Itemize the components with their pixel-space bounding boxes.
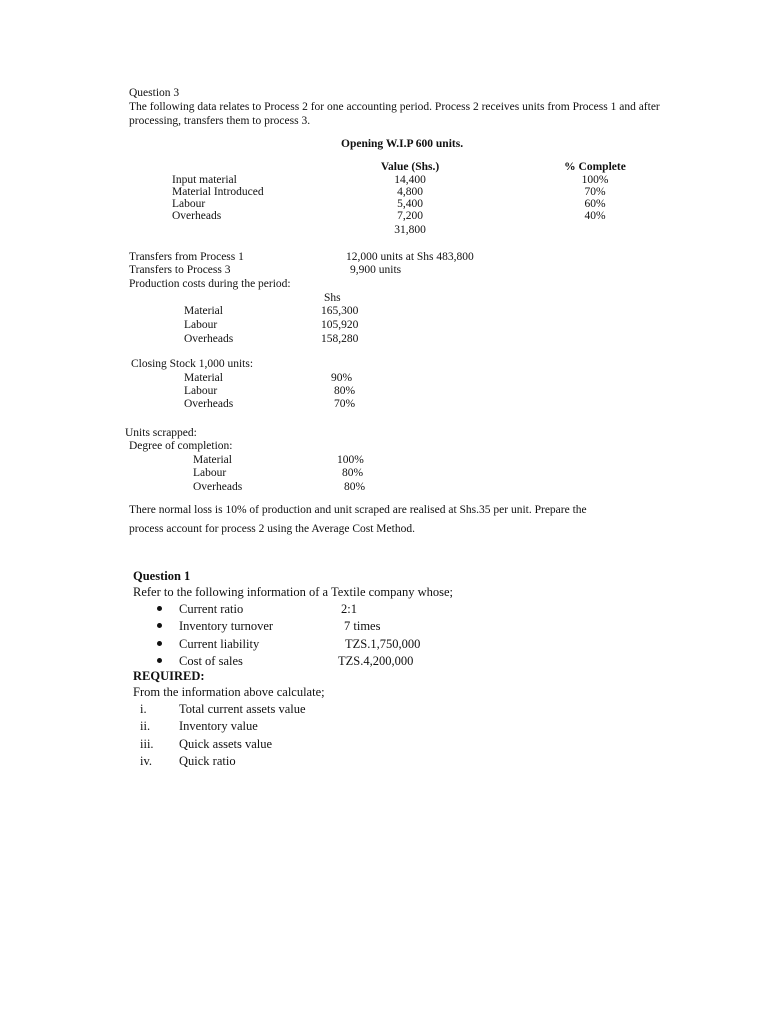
q3-intro-line-1: The following data relates to Process 2 for one accounting period. Process 2 receives units from Process 1 and after	[129, 101, 660, 113]
q1-heading: Question 1	[133, 569, 191, 583]
task-number: iii.	[140, 737, 154, 751]
opening-row-value: 5,400	[397, 198, 423, 210]
task-text: Quick ratio	[179, 754, 236, 768]
opening-wip-title: Opening W.I.P 600 units.	[341, 138, 464, 150]
production-row-label: Material	[184, 305, 223, 317]
scrapped-row-value: 80%	[344, 481, 366, 493]
complete-column-header: % Complete	[564, 161, 626, 173]
production-row-label: Labour	[184, 319, 218, 331]
q3-heading: Question 3	[129, 87, 180, 99]
q1-item-label: Current liability	[179, 637, 260, 651]
opening-row-label: Input material	[172, 174, 237, 186]
opening-row-pct: 40%	[584, 210, 606, 222]
production-costs-label: Production costs during the period:	[129, 278, 291, 290]
production-row-value: 158,280	[321, 333, 359, 345]
bullet-icon	[157, 606, 162, 611]
opening-row-value: 7,200	[397, 210, 423, 222]
q3-instruction-line-2: process account for process 2 using the Average Cost Method.	[129, 523, 415, 535]
scrapped-row-value: 80%	[342, 467, 364, 479]
opening-total: 31,800	[394, 224, 426, 236]
q3-intro-line-2: processing, transfers them to process 3.	[129, 115, 311, 127]
value-column-header: Value (Shs.)	[380, 161, 440, 173]
task-text: Inventory value	[179, 719, 258, 733]
transfers-to-label: Transfers to Process 3	[129, 264, 231, 276]
q1-item-value: 2:1	[341, 602, 357, 616]
production-row-value: 165,300	[321, 305, 359, 317]
bullet-icon	[157, 623, 162, 628]
degree-completion-label: Degree of completion:	[129, 440, 233, 452]
q1-intro: Refer to the following information of a Textile company whose;	[133, 585, 453, 599]
q1-item-label: Inventory turnover	[179, 619, 274, 633]
q1-item-value: TZS.1,750,000	[345, 637, 421, 651]
opening-row-label: Overheads	[172, 210, 222, 222]
calc-intro: From the information above calculate;	[133, 685, 325, 699]
opening-row-pct: 60%	[584, 198, 606, 210]
task-text: Total current assets value	[179, 702, 306, 716]
opening-row-value: 4,800	[397, 186, 423, 198]
bullet-icon	[157, 641, 162, 646]
scrapped-row-label: Labour	[193, 467, 227, 479]
opening-row-pct: 70%	[584, 186, 606, 198]
task-number: ii.	[140, 719, 151, 733]
closing-row-label: Material	[184, 372, 223, 384]
closing-row-label: Overheads	[184, 398, 234, 410]
transfers-from-value: 12,000 units at Shs 483,800	[346, 251, 474, 263]
shs-header: Shs	[324, 292, 341, 304]
q1-item-label: Cost of sales	[179, 654, 243, 668]
task-text: Quick assets value	[179, 737, 273, 751]
opening-row-value: 14,400	[394, 174, 426, 186]
closing-row-value: 70%	[334, 398, 356, 410]
scrapped-row-label: Overheads	[193, 481, 243, 493]
scrapped-row-value: 100%	[337, 454, 364, 466]
production-row-value: 105,920	[321, 319, 359, 331]
units-scrapped-label: Units scrapped:	[125, 427, 197, 439]
opening-row-label: Labour	[172, 198, 206, 210]
q1-item-value: 7 times	[344, 619, 381, 633]
closing-row-value: 90%	[331, 372, 353, 384]
opening-row-pct: 100%	[581, 174, 609, 186]
q1-item-value: TZS.4,200,000	[338, 654, 414, 668]
q1-item-label: Current ratio	[179, 602, 244, 616]
scrapped-row-label: Material	[193, 454, 232, 466]
closing-row-value: 80%	[334, 385, 356, 397]
q3-instruction-line-1: There normal loss is 10% of production and unit scraped are realised at Shs.35 per unit. Prepare the	[129, 504, 587, 516]
task-number: iv.	[140, 754, 153, 768]
required-label: REQUIRED:	[133, 669, 205, 683]
production-row-label: Overheads	[184, 333, 234, 345]
closing-stock-label: Closing Stock 1,000 units:	[131, 358, 254, 370]
closing-row-label: Labour	[184, 385, 218, 397]
bullet-icon	[157, 658, 162, 663]
transfers-to-value: 9,900 units	[350, 264, 402, 276]
opening-row-label: Material Introduced	[172, 186, 264, 198]
task-number: i.	[140, 702, 147, 716]
transfers-from-label: Transfers from Process 1	[129, 251, 244, 263]
